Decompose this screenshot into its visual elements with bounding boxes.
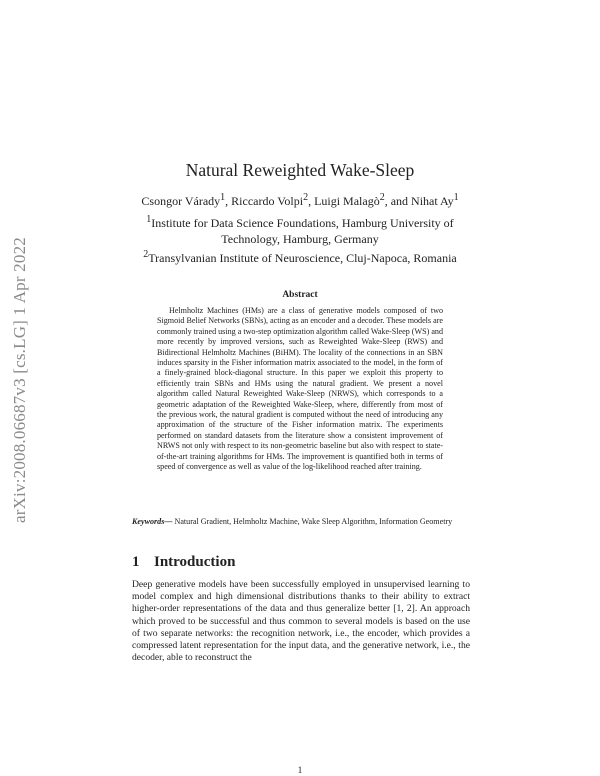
affiliation-text: Institute for Data Science Foundations, Hamburg University of Technology, Hamburg, Germany bbox=[151, 216, 454, 246]
introduction-paragraph: Deep generative models have been successfully employed in unsupervised learning to model complex and high dimensional distributions thanks to their ability to extract higher-order representations of the data and thus generalize better [1, 2]. An approach which proved to be successful and thus common to several models is based on the use of two separate networks: the recognition network, i.e., the encoder, which provides a compressed latent representation for the input data, and the generative network, i.e., the decoder, able to reconstruct the bbox=[132, 579, 470, 664]
affiliation-mark: 2 bbox=[143, 249, 149, 260]
affiliation-item bbox=[120, 247, 480, 267]
arxiv-identifier-stamp bbox=[0, 210, 40, 550]
section-number: 1 bbox=[132, 554, 140, 570]
author-affiliation-mark: 1 bbox=[220, 192, 226, 203]
affiliation-text: Transylvanian Institute of Neuroscience, Cluj-Napoca, Romania bbox=[148, 251, 457, 265]
author-list: Csongor Várady$^1$, Riccardo Volpi$^2$, Luigi Malagò$^2$, and Nihat Ay$^1$ bbox=[141, 192, 459, 208]
author-affiliation-mark: 2 bbox=[303, 192, 309, 203]
author-name: Luigi Malagò bbox=[314, 194, 380, 208]
author-affiliation-mark: 2 bbox=[379, 192, 385, 203]
affiliation-mark: 1 bbox=[146, 214, 152, 225]
paper-title: Natural Reweighted Wake-Sleep bbox=[185, 160, 415, 180]
affiliation-item bbox=[120, 212, 480, 247]
affiliations bbox=[120, 212, 480, 267]
keywords-text: Natural Gradient, Helmholtz Machine, Wake Sleep Algorithm, Information Geometry bbox=[174, 517, 453, 526]
keywords bbox=[132, 516, 472, 527]
section-title: Introduction bbox=[154, 554, 236, 570]
abstract-heading: Abstract bbox=[282, 290, 318, 300]
section-heading bbox=[132, 554, 472, 571]
author-conjunction: and bbox=[390, 194, 409, 208]
author-name: Nihat Ay bbox=[411, 194, 454, 208]
abstract-body: Helmholtz Machines (HMs) are a class of generative models composed of two Sigmoid Belief Networks (SBNs), acting as an encoder and a decoder. These models are commonly trained using a two-step optimization algorithm called Wake-Sleep (WS) and more recently by improved versions, such as Reweighted Wake-Sleep (RWS) and Bidirectional Helmholtz Machines (BiHM). The locality of the connections in an SBN induces sparsity in the Fisher information matrix associated to the model, in the form of a finely-grained block-diagonal structure. In this paper we exploit this property to efficiently train SBNs and HMs using the natural gradient. We present a novel algorithm called Natural Reweighted Wake-Sleep (NRWS), which corresponds to a geometric adaptation of the Reweighted Wake-Sleep, where, differently from most of the previous work, the natural gradient is computed without the need of introducing any approximation of the structure of the Fisher information matrix. The experiments performed on standard datasets from the literature show a consistent improvement of NRWS not only with respect to its non-geometric baseline but also with respect to state-of-the-art training algorithms for HMs. The improvement is quantified both in terms of speed of convergence as well as value of the log-likelihood reached after training. bbox=[157, 306, 444, 472]
keywords-label: Keywords— bbox=[132, 517, 173, 526]
author-affiliation-mark: 1 bbox=[453, 192, 459, 203]
page-number: 1 bbox=[297, 766, 303, 776]
author-name: Csongor Várady bbox=[141, 194, 221, 208]
author-name: Riccardo Volpi bbox=[231, 194, 304, 208]
arxiv-identifier-text: arXiv:2008.06687v3 [cs.LG] 1 Apr 2022 bbox=[10, 237, 29, 523]
